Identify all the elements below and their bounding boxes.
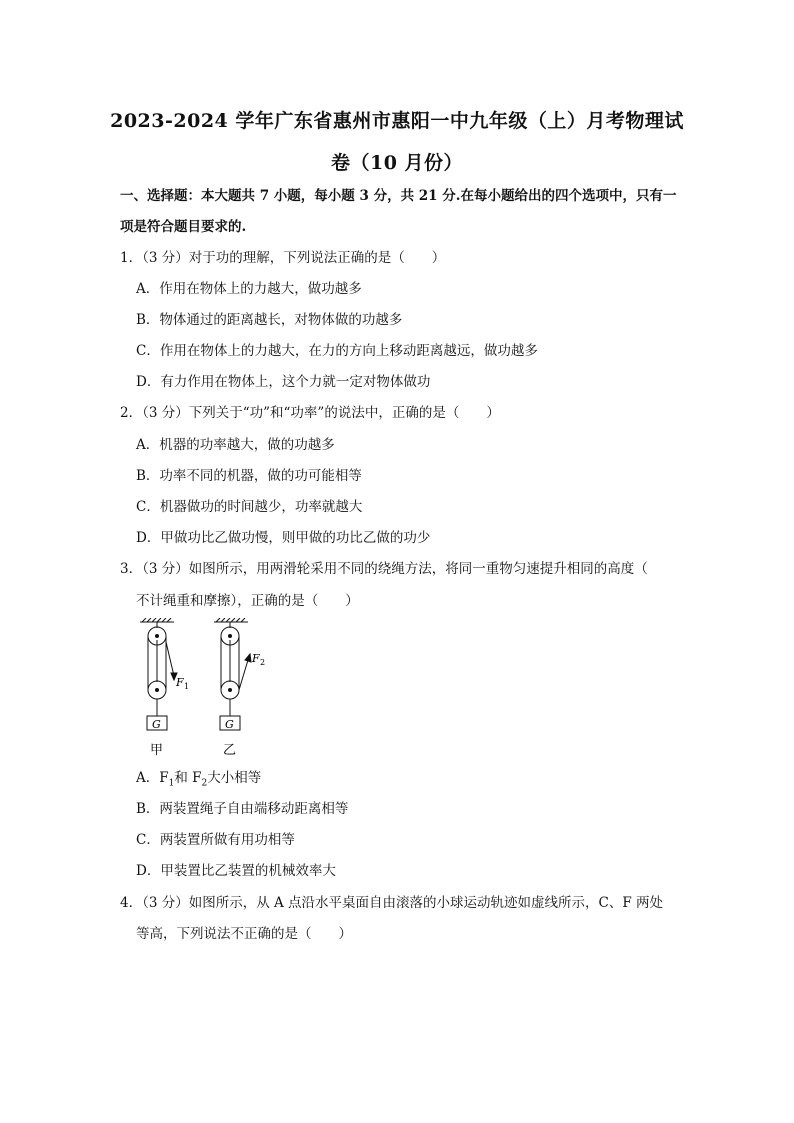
question-1-option-b: B．物体通过的距离越长，对物体做的功越多 — [136, 312, 403, 328]
right-caption: 乙 — [223, 743, 237, 758]
question-3-option-d: D．甲装置比乙装置的机械效率大 — [136, 863, 336, 879]
question-2-option-d: D．甲做功比乙做功慢，则甲做的功比乙做的功少 — [136, 530, 431, 546]
option-a-middle: 和 F — [174, 770, 202, 786]
left-pull-rope — [166, 642, 174, 676]
left-pulley-system — [140, 618, 177, 730]
question-4-stem-line-1: 4．（3 分）如图所示，从 A 点沿水平桌面自由滚落的小球运动轨迹如虚线所示，C、F 两处 — [120, 895, 664, 911]
left-caption: 甲 — [150, 743, 164, 758]
question-3-stem-line-2: 不计绳重和摩擦），正确的是（ ） — [136, 593, 359, 609]
section-heading-line-2: 项是符合题目要求的. — [120, 219, 247, 235]
section-heading-line-1: 一、选择题：本大题共 7 小题，每小题 3 分，共 21 分.在每小题给出的四个选项中，只有一 — [120, 188, 677, 204]
right-weight-label: G — [225, 718, 234, 731]
question-4-stem-line-2: 等高，下列说法不正确的是（ ） — [136, 926, 352, 942]
left-ceiling-hatch — [142, 618, 171, 622]
right-force-arrow — [245, 654, 251, 662]
question-3-option-a — [136, 769, 261, 793]
option-a-subscript-1: 1 — [168, 778, 175, 789]
f1-subscript: 1 — [184, 682, 190, 691]
question-1-stem: 1．（3 分）对于功的理解，下列说法正确的是（ ） — [120, 250, 446, 266]
question-2-option-b: B．功率不同的机器，做的功可能相等 — [136, 468, 362, 484]
question-3-stem-line-1: 3．（3 分）如图所示，用两滑轮采用不同的绕绳方法，将同一重物匀速提升相同的高度（ — [120, 561, 648, 577]
question-2-option-c: C．机器做功的时间越少，功率就越大 — [136, 499, 363, 515]
option-a-subscript-2: 2 — [201, 778, 208, 789]
page-title-line-1: 2023-2024 学年广东省惠州市惠阳一中九年级（上）月考物理试 — [110, 110, 684, 132]
question-3-option-c: C．两装置所做有用功相等 — [136, 832, 295, 848]
f2-subscript: 2 — [260, 658, 266, 667]
right-pull-rope — [239, 660, 248, 690]
question-1-option-a: A．作用在物体上的力越大，做功越多 — [136, 281, 362, 297]
right-ceiling-hatch — [216, 618, 245, 622]
page-title-line-2: 卷（10 月份） — [330, 152, 464, 174]
option-a-suffix: 大小相等 — [207, 770, 262, 786]
question-1-option-d: D．有力作用在物体上，这个力就一定对物体做功 — [136, 374, 431, 390]
question-2-stem: 2．（3 分）下列关于“功”和“功率”的说法中，正确的是（ ） — [120, 405, 500, 421]
f1-label: F — [176, 676, 184, 689]
question-3-option-b: B．两装置绳子自由端移动距离相等 — [136, 801, 349, 817]
f2-label: F — [252, 652, 260, 665]
right-pulley-system — [214, 618, 251, 730]
question-2-option-a: A．机器的功率越大，做的功越多 — [136, 437, 335, 453]
question-1-option-c: C．作用在物体上的力越大，在力的方向上移动距离越远，做功越多 — [136, 343, 538, 359]
option-a-prefix: A．F — [136, 770, 169, 786]
pulley-figure — [130, 618, 270, 760]
left-weight-label: G — [152, 718, 161, 731]
